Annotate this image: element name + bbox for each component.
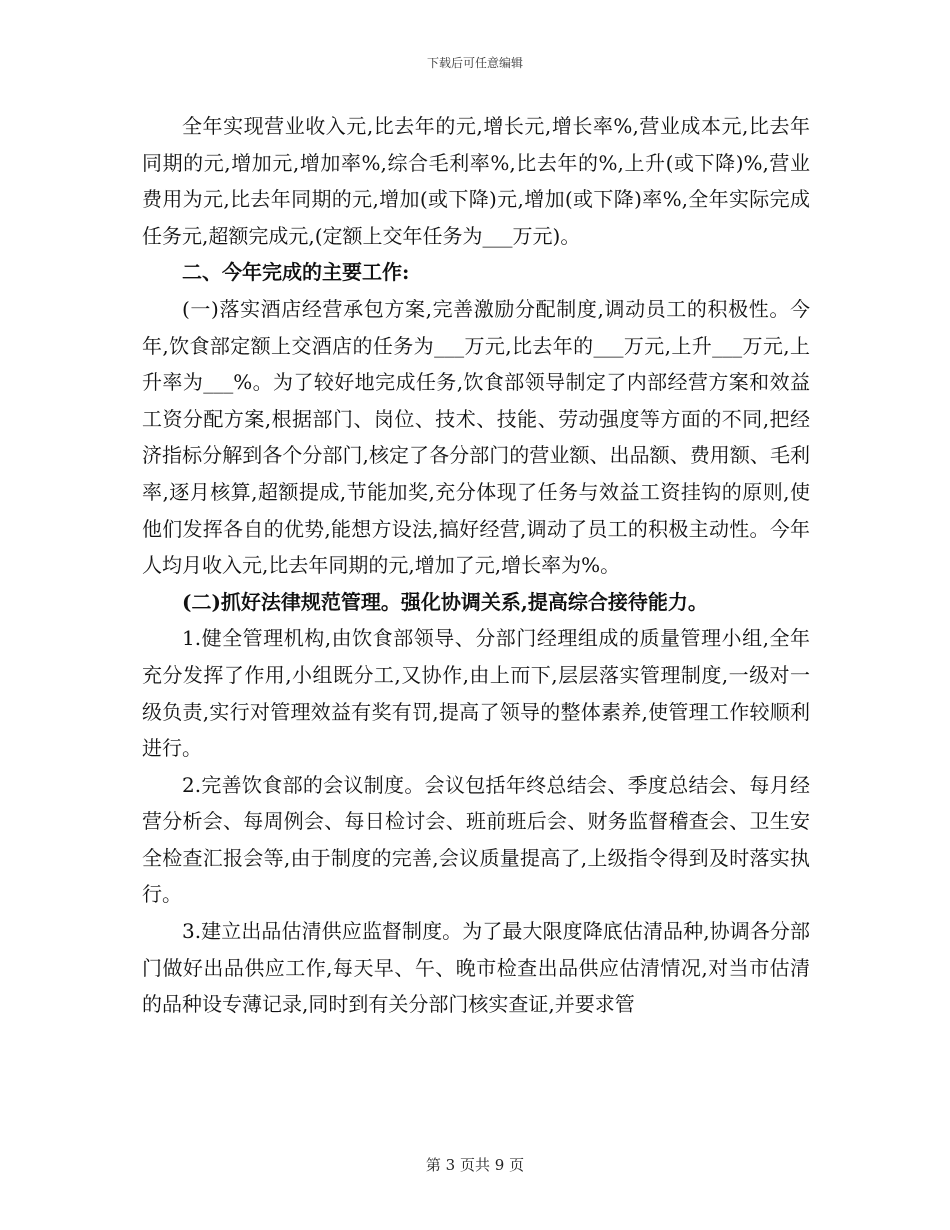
section-heading-main-work: 二、今年完成的主要工作: bbox=[182, 260, 410, 285]
header-note: 下载后可任意编辑 bbox=[426, 56, 523, 70]
paragraph-item-3: 3.建立出品估清供应监督制度。为了最大限度降底估清品种,协调各分部门做好出品供应工作,每天早、午、晚市检查出品供应估清情况,对当市估清的品种设专薄记录,同时到有关分部门核实查证,并要求管 bbox=[142, 919, 810, 1017]
subsection-heading-legal-management: (二)抓好法律规范管理。强化协调关系,提高综合接待能力。 bbox=[182, 589, 708, 614]
paragraph-contract-plan: (一)落实酒店经营承包方案,完善激励分配制度,调动员工的积极性。今年,饮食部定额上交酒店的任务为___万元,比去年的___万元,上升___万元,上升率为___%。为了较好地完成任务,饮食部领导制定了内部经营方案和效益工资分配方案,根据部门、岗位、技术、技能、劳动强度等方面的不同,把经济指标分解到各个分部门,核定了各分部门的营业额、出品额、费用额、毛利率,逐月核算,超额提成,节能加奖,充分体现了任务与效益工资挂钩的原则,使他们发挥各自的优势,能想方设法,搞好经营,调动了员工的积极主动性。今年人均月收入元,比去年同期的元,增加了元,增长率为%。 bbox=[142, 296, 810, 578]
page-number: 第 3 页共 9 页 bbox=[425, 1156, 525, 1174]
paragraph-item-2: 2.完善饮食部的会议制度。会议包括年终总结会、季度总结会、每月经营分析会、每周例会、每日检讨会、班前班后会、财务监督稽查会、卫生安全检查汇报会等,由于制度的完善,会议质量提高了,上级指令得到及时落实执行。 bbox=[142, 772, 810, 907]
document-body bbox=[142, 108, 810, 1023]
paragraph-item-1: 1.健全管理机构,由饮食部领导、分部门经理组成的质量管理小组,全年充分发挥了作用,小组既分工,又协作,由上而下,层层落实管理制度,一级对一级负责,实行对管理效益有奖有罚,提高了领导的整体素养,使管理工作较顺利进行。 bbox=[142, 626, 810, 761]
paragraph-revenue-summary: 全年实现营业收入元,比去年的元,增长元,增长率%,营业成本元,比去年同期的元,增加元,增加率%,综合毛利率%,比去年的%,上升(或下降)%,营业费用为元,比去年同期的元,增加(或下降)元,增加(或下降)率%,全年实际完成任务元,超额完成元,(定额上交年任务为___万元)。 bbox=[142, 114, 810, 248]
